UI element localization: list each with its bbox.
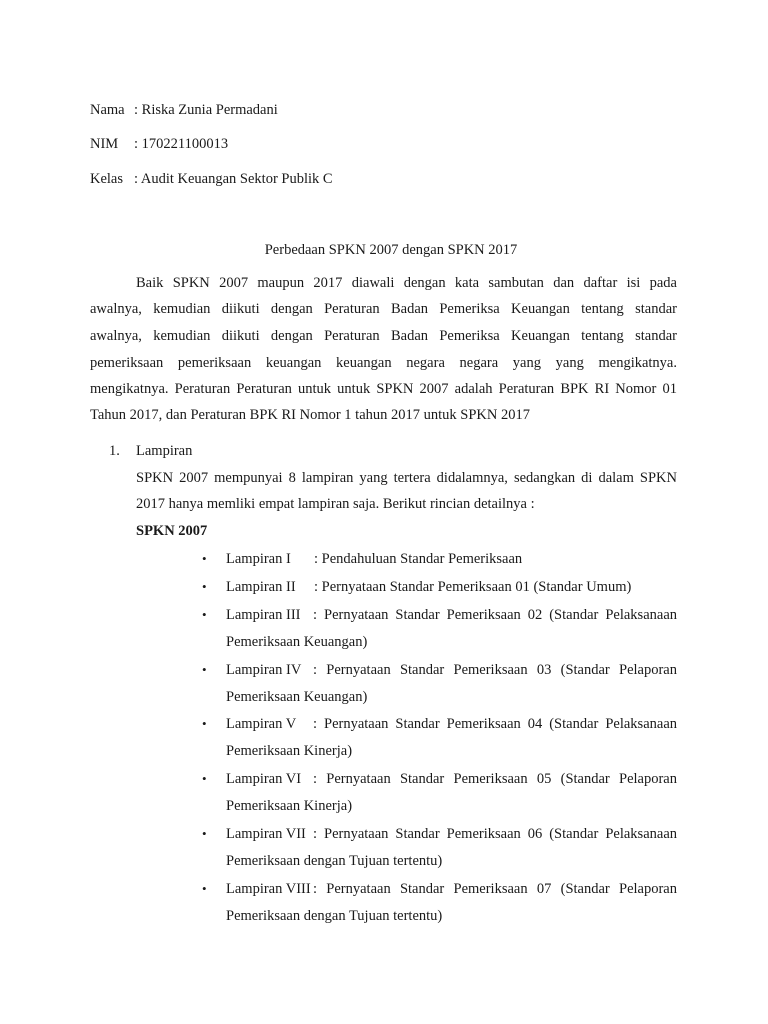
- lampiran-label: Lampiran I: [226, 551, 291, 567]
- lampiran-desc: : Pendahuluan Standar Pemeriksaan: [314, 551, 523, 567]
- kelas-label: Kelas: [90, 171, 124, 187]
- header-nim: [90, 134, 228, 154]
- lampiran-label: Lampiran VII: [226, 826, 306, 842]
- lampiran-label: Lampiran IV: [226, 662, 302, 678]
- lampiran-label: Lampiran VI: [226, 771, 302, 787]
- lampiran-desc-cont: Pemeriksaan dengan Tujuan tertentu): [226, 908, 443, 924]
- lampiran-desc: : Pernyataan Standar Pemeriksaan 07 (Standar Pelaporan: [313, 881, 677, 897]
- section-number: 1.: [109, 443, 120, 459]
- lampiran-label: Lampiran VIII: [226, 881, 311, 897]
- bullet-icon: •: [202, 551, 207, 566]
- lampiran-desc-cont: Pemeriksaan dengan Tujuan tertentu): [226, 853, 443, 869]
- lampiran-desc: : Pernyataan Standar Pemeriksaan 06 (Standar Pelaksanaan: [313, 826, 677, 842]
- paragraph-line: awalnya, kemudian diikuti dengan Peraturan Badan Pemeriksa Keuangan tentang standar: [90, 301, 677, 317]
- nim-value: : 170221100013: [134, 136, 229, 152]
- paragraph-line: Tahun 2017, dan Peraturan BPK RI Nomor 1 tahun 2017 untuk SPKN 2017: [90, 407, 530, 423]
- document-title: Perbedaan SPKN 2007 dengan SPKN 2017: [264, 242, 518, 258]
- section-intro-line: 2017 hanya memliki empat lampiran saja. Berikut rincian detailnya :: [136, 496, 535, 512]
- header-nama: [90, 100, 278, 120]
- paragraph-line: awalnya, kemudian diikuti dengan Peraturan Badan Pemeriksa Keuangan tentang standar: [90, 328, 677, 344]
- section-subheading: SPKN 2007: [136, 523, 208, 539]
- lampiran-label: Lampiran V: [226, 716, 297, 732]
- bullet-icon: •: [202, 826, 207, 841]
- section-intro-line: SPKN 2007 mempunyai 8 lampiran yang tertera didalamnya, sedangkan di dalam SPKN: [136, 470, 677, 486]
- lampiran-desc-cont: Pemeriksaan Keuangan): [226, 634, 368, 650]
- bullet-icon: •: [202, 881, 207, 896]
- section-heading: Lampiran: [136, 443, 193, 459]
- bullet-icon: •: [202, 716, 207, 731]
- nim-label: NIM: [90, 136, 119, 152]
- paragraph-line: pemeriksaan pemeriksaan keuangan keuangan negara negara yang yang mengikatnya.: [90, 355, 677, 371]
- lampiran-desc-cont: Pemeriksaan Keuangan): [226, 689, 368, 705]
- paragraph-line: Baik SPKN 2007 maupun 2017 diawali dengan kata sambutan dan daftar isi pada: [136, 275, 677, 291]
- lampiran-desc: : Pernyataan Standar Pemeriksaan 05 (Standar Pelaporan: [313, 771, 677, 787]
- paragraph-line: mengikatnya. Peraturan Peraturan untuk untuk SPKN 2007 adalah Peraturan BPK RI Nomor 01: [90, 381, 677, 397]
- kelas-value: : Audit Keuangan Sektor Publik C: [134, 171, 333, 187]
- lampiran-desc-cont: Pemeriksaan Kinerja): [226, 743, 353, 759]
- lampiran-label: Lampiran II: [226, 579, 296, 595]
- lampiran-desc: : Pernyataan Standar Pemeriksaan 03 (Standar Pelaporan: [313, 662, 677, 678]
- bullet-icon: •: [202, 607, 207, 622]
- nama-value: : Riska Zunia Permadani: [134, 102, 278, 118]
- header-kelas: [90, 169, 333, 189]
- bullet-icon: •: [202, 662, 207, 677]
- nama-label: Nama: [90, 102, 125, 118]
- bullet-icon: •: [202, 579, 207, 594]
- lampiran-desc-cont: Pemeriksaan Kinerja): [226, 798, 353, 814]
- bullet-icon: •: [202, 771, 207, 786]
- lampiran-desc: : Pernyataan Standar Pemeriksaan 04 (Standar Pelaksanaan: [313, 716, 677, 732]
- lampiran-label: Lampiran III: [226, 607, 301, 623]
- lampiran-desc: : Pernyataan Standar Pemeriksaan 02 (Standar Pelaksanaan: [313, 607, 677, 623]
- lampiran-desc: : Pernyataan Standar Pemeriksaan 01 (Standar Umum): [314, 579, 632, 595]
